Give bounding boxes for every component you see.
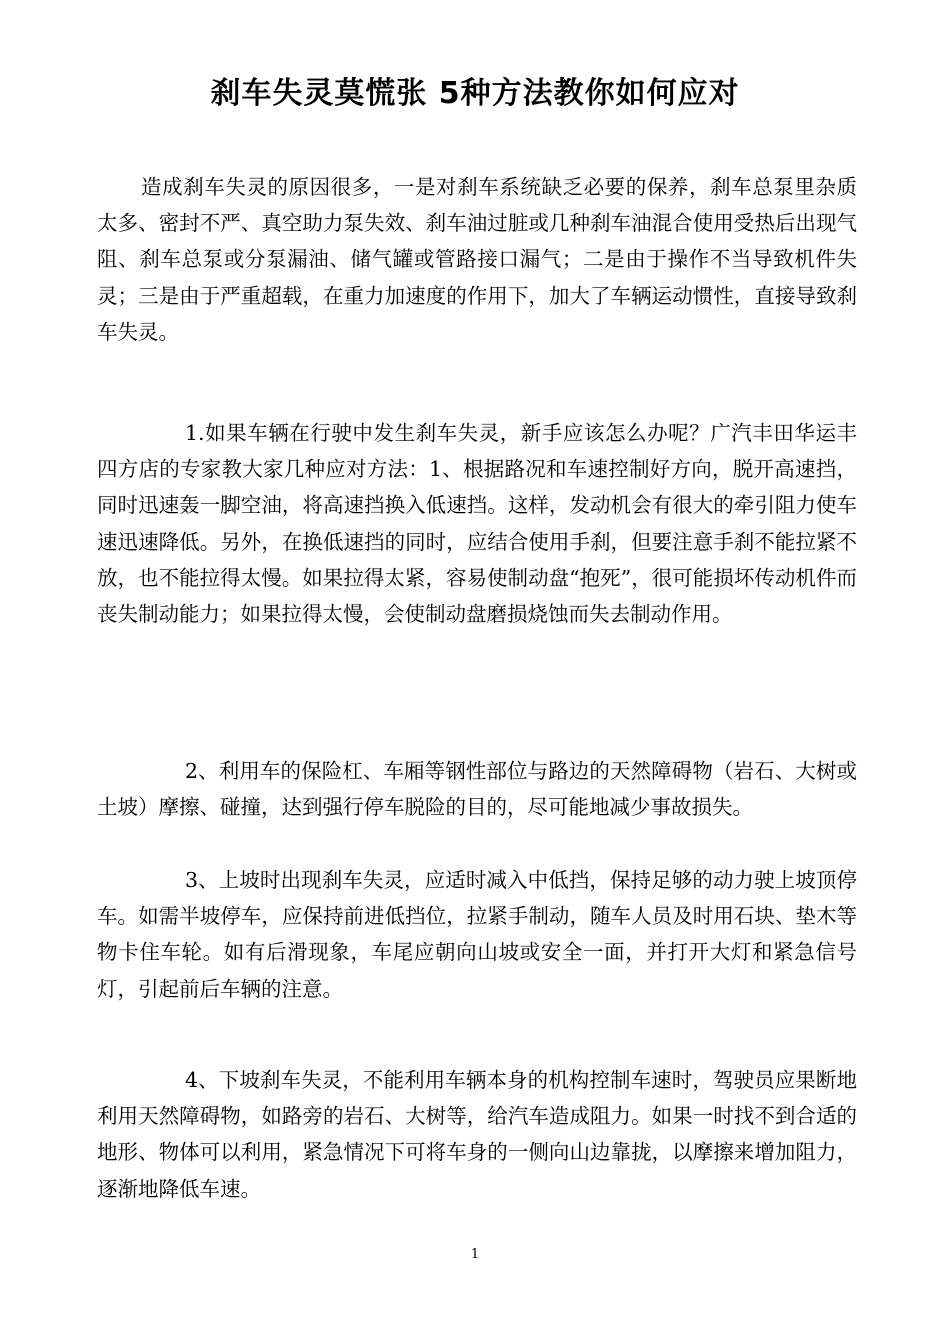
paragraph-method-2: 2、利用车的保险杠、车厢等钢性部位与路边的天然障碍物（岩石、大树或土坡）摩擦、碰撞，达到强行停车脱险的目的，尽可能地减少事故损失。 [97,759,857,820]
paragraph-method-4: 4、下坡刹车失灵，不能利用车辆本身的机构控制车速时，驾驶员应果断地利用天然障碍物，如路旁的岩石、大树等，给汽车造成阻力。如果一时找不到合适的地形、物体可以利用，紧急情况下可将车身的一侧向山边靠拢，以摩擦来增加阻力，逐渐地降低车速。 [97,1068,857,1201]
page-number: 1 [470,1247,480,1262]
paragraph-method-3: 3、上坡时出现刹车失灵，应适时减入中低挡，保持足够的动力驶上坡顶停车。如需半坡停车，应保持前进低挡位，拉紧手制动，随车人员及时用石块、垫木等物卡住车轮。如有后滑现象，车尾应朝向山坡或安全一面，并打开大灯和紧急信号灯，引起前后车辆的注意。 [97,868,857,1001]
paragraph-method-1: 1.如果车辆在行驶中发生刹车失灵，新手应该怎么办呢？广汽丰田华运丰四方店的专家教大家几种应对方法：1、根据路况和车速控制好方向，脱开高速挡，同时迅速轰一脚空油，将高速挡换入低速挡。这样，发动机会有很大的牵引阻力使车速迅速降低。另外，在换低速挡的同时，应结合使用手刹，但要注意手刹不能拉紧不放，也不能拉得太慢。如果拉得太紧，容易使制动盘“抱死”，很可能损坏传动机件而丧失制动能力；如果拉得太慢，会使制动盘磨损烧蚀而失去制动作用。 [97,421,857,627]
document-title: 刹车失灵莫慌张 5种方法教你如何应对 [210,76,740,111]
paragraph-causes: 造成刹车失灵的原因很多，一是对刹车系统缺乏必要的保养，刹车总泵里杂质太多、密封不严、真空助力泵失效、刹车油过脏或几种刹车油混合使用受热后出现气阻、刹车总泵或分泵漏油、储气罐或管路接口漏气；二是由于操作不当导致机件失灵；三是由于严重超载，在重力加速度的作用下，加大了车辆运动惯性，直接导致刹车失灵。 [97,175,857,344]
